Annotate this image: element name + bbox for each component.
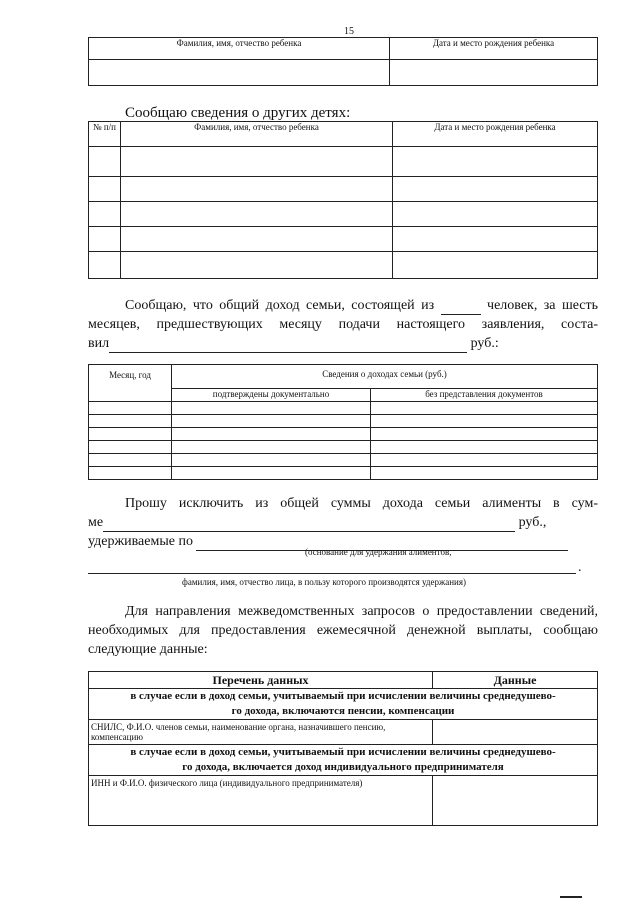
col-child-name: Фамилия, имя, отчество ребенка — [121, 122, 393, 147]
page-number: 15 — [344, 26, 354, 37]
alimony-line2-end: руб., — [518, 515, 547, 530]
other-children-heading: Сообщаю сведения о других детях: — [125, 105, 351, 121]
table-cell[interactable] — [121, 227, 393, 252]
table-cell[interactable] — [393, 252, 598, 279]
row-inn-label: ИНН и Ф.И.О. физического лица (индивидуального предпринимателя) — [89, 776, 433, 826]
table-cell[interactable] — [393, 177, 598, 202]
col-month-year: Месяц, год — [89, 365, 172, 402]
income-statement — [88, 296, 598, 353]
section-pension-line1: в случае если в доход семьи, учитываемый при исчислении величины среднедушево- — [130, 690, 556, 702]
section-pension-header — [89, 689, 598, 720]
alimony-line1: Прошу исключить из общей суммы дохода семьи алименты в сум- — [125, 496, 598, 511]
table-cell[interactable] — [172, 467, 371, 480]
income-line2: месяцев, предшествующих месяцу подачи настоящего заявления, соста- — [88, 317, 598, 332]
table-cell[interactable] — [89, 428, 172, 441]
table-cell[interactable] — [371, 441, 598, 454]
income-table — [88, 364, 598, 480]
table-cell[interactable] — [121, 147, 393, 177]
table-cell[interactable] — [393, 227, 598, 252]
income-line3-start: вил — [88, 336, 110, 351]
alimony-line2-start: ме — [88, 515, 104, 530]
section-entrepreneur-line2: го дохода, включается доход индивидуального предпринимателя — [182, 761, 504, 773]
table-cell[interactable] — [89, 402, 172, 415]
section-pension-line2: го дохода, включаются пенсии, компенсации — [231, 705, 455, 717]
data-table — [88, 671, 598, 826]
col-number: № п/п — [89, 122, 121, 147]
family-size-field[interactable] — [441, 300, 481, 315]
table-cell[interactable] — [172, 441, 371, 454]
alimony-recipient-note: фамилия, имя, отчество лица, в пользу которого производятся удержания) — [182, 577, 466, 587]
col-child-name: Фамилия, имя, отчество ребенка — [89, 38, 390, 60]
alimony-amount-field[interactable] — [103, 517, 515, 532]
other-children-table — [88, 121, 598, 279]
alimony-recipient-field[interactable] — [88, 573, 576, 574]
row-snils-label: СНИЛС, Ф.И.О. членов семьи, наименование органа, назначившего пенсию, компенсацию — [89, 720, 433, 745]
table-cell[interactable] — [371, 415, 598, 428]
section-entrepreneur-line1: в случае если в доход семьи, учитываемый при исчислении величины среднедушево- — [130, 746, 556, 758]
child-name-cell[interactable] — [89, 60, 390, 86]
row-snils-value[interactable] — [433, 720, 598, 745]
table-cell[interactable] — [172, 454, 371, 467]
bottom-mark — [560, 896, 582, 898]
child-table — [88, 37, 598, 86]
table-cell[interactable] — [172, 428, 371, 441]
alimony-request — [88, 494, 598, 551]
income-line1-end: человек, за шесть — [487, 298, 599, 313]
table-cell[interactable] — [121, 252, 393, 279]
alimony-line3-start: удерживаемые по — [88, 534, 193, 549]
col-income-info: Сведения о доходах семьи (руб.) — [172, 365, 598, 389]
income-total-field[interactable] — [109, 338, 467, 353]
table-cell[interactable] — [89, 441, 172, 454]
table-cell[interactable] — [371, 428, 598, 441]
table-cell[interactable] — [371, 454, 598, 467]
table-cell[interactable] — [89, 202, 121, 227]
row-inn-value[interactable] — [433, 776, 598, 826]
table-cell[interactable] — [172, 402, 371, 415]
income-line3-end: руб.: — [470, 336, 499, 351]
income-line1-start: Сообщаю, что общий доход семьи, состоящей из — [125, 298, 435, 313]
requests-paragraph — [88, 602, 598, 659]
table-cell[interactable] — [172, 415, 371, 428]
table-cell[interactable] — [393, 202, 598, 227]
col-data-list: Перечень данных — [89, 672, 433, 689]
col-data-values: Данные — [433, 672, 598, 689]
table-cell[interactable] — [121, 202, 393, 227]
table-cell[interactable] — [89, 415, 172, 428]
table-cell[interactable] — [89, 252, 121, 279]
requests-line1: Для направления межведомственных запросов о предоставлении сведений, — [125, 604, 598, 619]
table-cell[interactable] — [393, 147, 598, 177]
table-cell[interactable] — [371, 467, 598, 480]
alimony-line4-end: . — [578, 560, 582, 575]
alimony-basis-note: (основание для удержания алиментов, — [305, 547, 452, 557]
requests-line3: следующие данные: — [88, 642, 208, 657]
child-birth-cell[interactable] — [390, 60, 598, 86]
col-child-birth: Дата и место рождения ребенка — [393, 122, 598, 147]
table-cell[interactable] — [89, 227, 121, 252]
table-cell[interactable] — [89, 177, 121, 202]
table-cell[interactable] — [89, 147, 121, 177]
col-unconfirmed: без представления документов — [371, 389, 598, 402]
col-confirmed: подтверждены документально — [172, 389, 371, 402]
table-cell[interactable] — [89, 454, 172, 467]
table-cell[interactable] — [371, 402, 598, 415]
table-cell[interactable] — [121, 177, 393, 202]
col-child-birth: Дата и место рождения ребенка — [390, 38, 598, 60]
requests-line2: необходимых для предоставления ежемесячной денежной выплаты, сообщаю — [88, 623, 598, 638]
section-entrepreneur-header — [89, 745, 598, 776]
table-cell[interactable] — [89, 467, 172, 480]
